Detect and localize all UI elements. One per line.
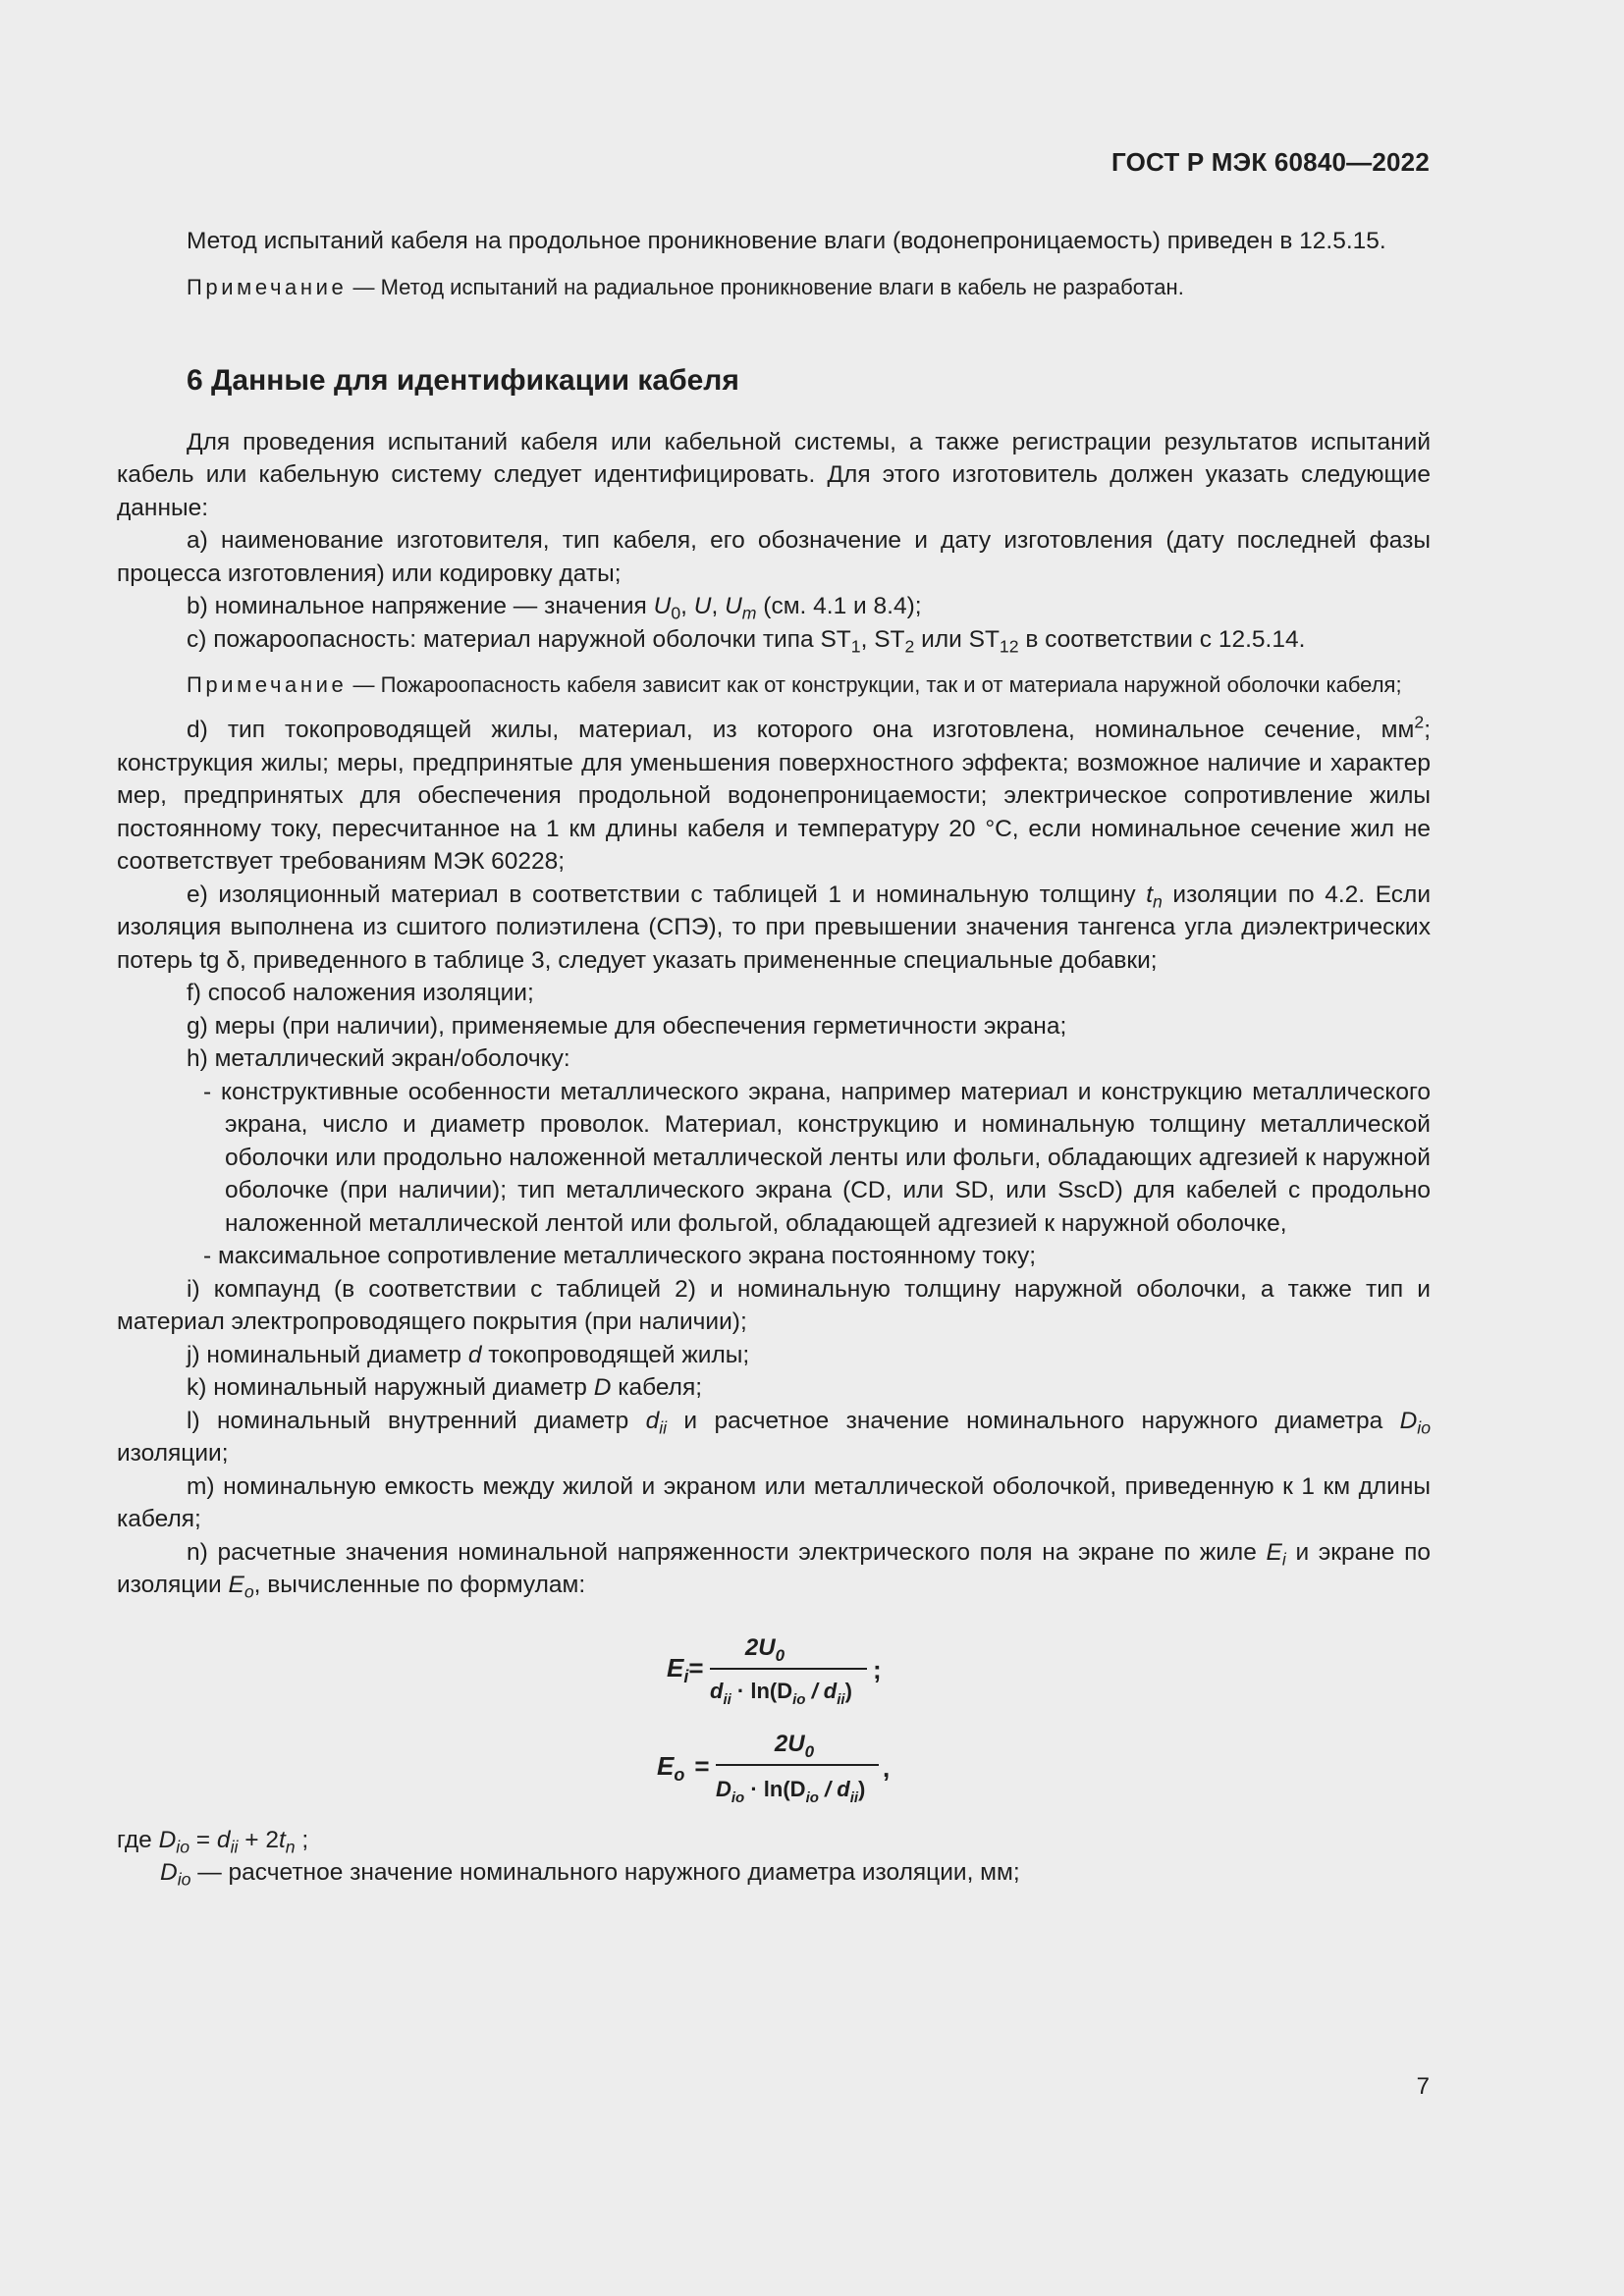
page-number: 7	[1416, 2073, 1430, 2100]
formula-ei	[667, 1634, 882, 1708]
svg-text:Ei=: $E_i=$	[667, 1652, 704, 1686]
svg-text:Eo=: $E_o$ =	[657, 1750, 710, 1785]
svg-text:dii · ln(Dio / dii): $d_{ii} \cdot \ln(D_{io} / d_{ii})$	[710, 1678, 852, 1708]
list-item-b: b) номинальное напряжение — значения $U_0$, U, $U_m$ (см. 4.1 и 8.4);	[187, 593, 922, 623]
list-item-c: c) пожароопасность: материал наружной оболочки типа $ST_1$, $ST_2$ или $ST_{12}$ в соответствии с 12.5.14.	[187, 625, 1306, 656]
note-label: Примечание	[187, 274, 348, 299]
section-heading: 6 Данные для идентификации кабеля	[187, 363, 739, 397]
formula-eo	[657, 1731, 890, 1806]
list-item-e: e) изоляционный материал в соответствии с таблицей 1 и номинальную толщину $t_n$ изоляции по 4.2. Если изоляция выполнена из сшитого полиэтилена (СПЭ), то при превышении значения тангенса угла диэлектрических потерь tg δ, приведенного в таблице 3, следует указать примененные специальные добавки;	[117, 881, 1432, 974]
list-item-k: k) номинальный наружный диаметр D кабеля;	[187, 1374, 703, 1401]
svg-text:2U0: $2U_0$	[774, 1730, 815, 1761]
svg-text:,: ,	[883, 1752, 891, 1783]
list-item-m: m) номинальную емкость между жилой и экраном или металлической оболочкой, приведенную к 1 км длины кабеля;	[117, 1472, 1431, 1532]
intro-note	[117, 272, 1431, 302]
document-header: ГОСТ Р МЭК 60840—2022	[1110, 147, 1430, 177]
where-definition: $D_{io}$ — расчетное значение номинального наружного диаметра изоляции, мм;	[160, 1859, 1020, 1890]
note-label: Примечание	[187, 672, 348, 697]
intro-paragraph: Метод испытаний кабеля на продольное проникновение влаги (водонепроницаемость) приведен в 12.5.15.	[187, 228, 1386, 254]
list-item-g: g) меры (при наличии), применяемые для обеспечения герметичности экрана;	[187, 1012, 1067, 1040]
list-item-n: n) расчетные значения номинальной напряженности электрического поля на экране по жиле $E_i$ и экране по изоляции $E_o$, вычисленные по формулам:	[117, 1538, 1431, 1602]
list-item-i: i) компаунд (в соответствии с таблицей 2) и номинальную толщину наружной оболочки, а также тип и материал электропроводящего покрытия (при наличии);	[117, 1275, 1431, 1335]
page-body	[117, 225, 1431, 1890]
list-item-j: j) номинальный диаметр d токопроводящей жилы;	[187, 1341, 750, 1368]
formula-block	[117, 1614, 1431, 1820]
svg-text:;: ;	[873, 1654, 882, 1684]
list-item-l: l) номинальный внутренний диаметр $d_{ii}$ и расчетное значение номинального наружного диаметра $D_{io}$ изоляции;	[117, 1407, 1431, 1467]
where-line: где $D_{io} = d_{ii} + 2t_n$ ;	[117, 1826, 309, 1856]
list-item-a: a) наименование изготовителя, тип кабеля, его обозначение и дату изготовления (дату последней фазы процесса изготовления) или кодировку даты;	[117, 527, 1431, 587]
note-text: — Пожароопасность кабеля зависит как от конструкции, так и от материала наружной оболочки кабеля;	[347, 672, 1402, 697]
fire-note	[117, 669, 1431, 700]
svg-text:2U0: $2U_0$	[744, 1633, 785, 1665]
svg-text:Dio · ln(Dio / dii): $D_{io} \cdot \ln(D_{io} / d_{ii})$	[716, 1776, 866, 1806]
list-subitem-h2: - максимальное сопротивление металлического экрана постоянному току;	[203, 1243, 1037, 1269]
list-item-h: h) металлический экран/оболочку:	[187, 1045, 570, 1072]
list-subitem-h1: - конструктивные особенности металлического экрана, например материал и конструкцию металлического экрана, число и диаметр проволок. Материал, конструкцию и номинальную толщину металлической оболочки или продольно наложенной металлической ленты или фольги, обладающих адгезией к наружной оболочке (при наличии); тип металлического экрана (CD, или SD, или SscD) для кабелей с продольно наложенной металлической лентой или фольгой, обладающей адгезией к наружной оболочке,	[203, 1078, 1431, 1237]
list-item-d: d) тип токопроводящей жилы, материал, из которого она изготовлена, номинальное сечение, $мм^2$; конструкция жилы; меры, предпринятые для уменьшения поверхностного эффекта; возможное наличие и характер мер, предпринятых для обеспечения продольной водонепроницаемости; электрическое сопротивление жилы постоянному току, пересчитанное на 1 км длины кабеля и температуру 20 °С, если номинальное сечение жил не соответствует требованиям МЭК 60228;	[117, 712, 1431, 875]
note-text: — Метод испытаний на радиальное проникновение влаги в кабель не разработан.	[347, 274, 1184, 299]
list-item-f: f) способ наложения изоляции;	[187, 980, 534, 1006]
section-lead: Для проведения испытаний кабеля или кабельной системы, а также регистрации результатов испытаний кабель или кабельную систему следует идентифицировать. Для этого изготовитель должен указать следующие данные:	[117, 428, 1431, 521]
